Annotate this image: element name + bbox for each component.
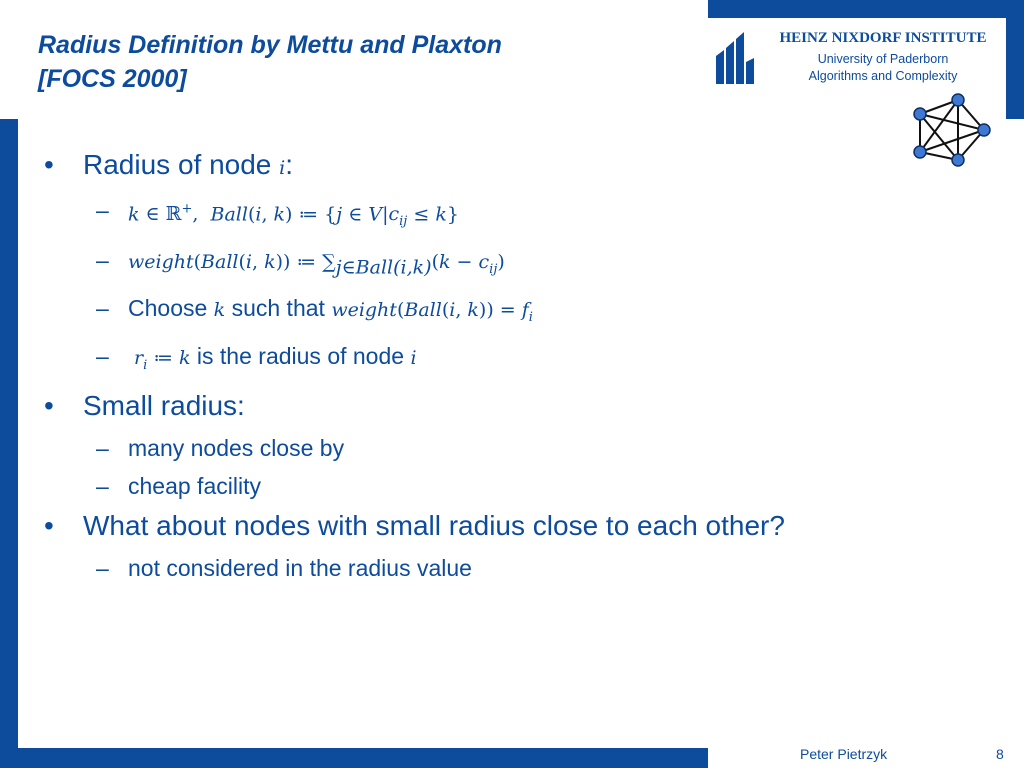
dash-marker: – xyxy=(96,197,109,223)
top-right-accent-bar xyxy=(708,0,1024,18)
title-line-2: [FOCS 2000] xyxy=(38,65,187,93)
sub-item-ball-definition: – k ∈ ℝ+, Ball(i, k) ≔ {j ∈ $V|c_{ij} \le k$} xyxy=(96,197,459,230)
bullet-marker: • xyxy=(44,149,54,180)
math-formula: weight xyxy=(128,251,194,274)
bullet-text: What about nodes with small radius close to each other? xyxy=(83,509,785,541)
institute-block xyxy=(760,30,1006,83)
footer-author: Peter Pietrzyk xyxy=(800,746,888,762)
dash-marker: – xyxy=(96,294,109,321)
bullet-marker: • xyxy=(44,509,54,541)
group-name: Algorithms and Complexity xyxy=(808,69,958,83)
sub-item-not-considered xyxy=(40,553,1000,583)
bullet-marker: • xyxy=(44,389,54,421)
math-i: i xyxy=(279,157,286,179)
sub-item-weight-definition: – weight(Ball(i, k)) ≔ $\sum_{j\in Ball(i,k)}(k - c_{ij})$ xyxy=(96,247,505,279)
bullet-colon: : xyxy=(285,149,293,180)
is-radius-text: is the radius of node xyxy=(190,342,411,369)
bullet-what-about xyxy=(40,507,1000,545)
slide-content xyxy=(40,140,1000,583)
university-name: University of Paderborn xyxy=(817,52,949,66)
sub-item-radius-def: – $r_i$ ≔ k is the radius of node i xyxy=(96,342,417,373)
left-accent-bar xyxy=(0,119,18,768)
bullet-text: Small radius: xyxy=(83,389,245,421)
dash-marker: – xyxy=(96,434,109,461)
heinz-nixdorf-logo-icon xyxy=(714,32,754,84)
sub-item-cheap-facility xyxy=(40,471,1000,501)
footer-page-number: 8 xyxy=(996,746,1004,762)
dash-marker: – xyxy=(96,342,109,369)
bullet-radius-of-node xyxy=(40,146,1000,187)
math-formula: k xyxy=(128,203,140,226)
slide-title xyxy=(38,28,658,96)
bottom-accent-bar xyxy=(0,748,708,768)
such-that-text: such that xyxy=(225,294,332,321)
sub-item-choose-k: – Choose k such that weight(Ball(i, $k)) = f_i$ xyxy=(96,294,533,325)
dash-marker: – xyxy=(96,247,109,274)
sub-item-many-nodes xyxy=(40,433,1000,463)
choose-text: Choose xyxy=(128,294,214,321)
title-line-1: Radius Definition by Mettu and Plaxton xyxy=(38,31,502,59)
sub-item-text: many nodes close by xyxy=(128,434,345,461)
dash-marker: – xyxy=(96,472,109,499)
sub-item-text: cheap facility xyxy=(128,472,261,499)
bullet-text: Radius of node xyxy=(83,149,280,180)
bullet-small-radius xyxy=(40,387,1000,425)
institute-name: HEINZ NIXDORF INSTITUTE xyxy=(779,30,987,46)
right-accent-bar xyxy=(1006,0,1024,119)
dash-marker: – xyxy=(96,554,109,581)
sub-item-text: not considered in the radius value xyxy=(128,554,472,581)
